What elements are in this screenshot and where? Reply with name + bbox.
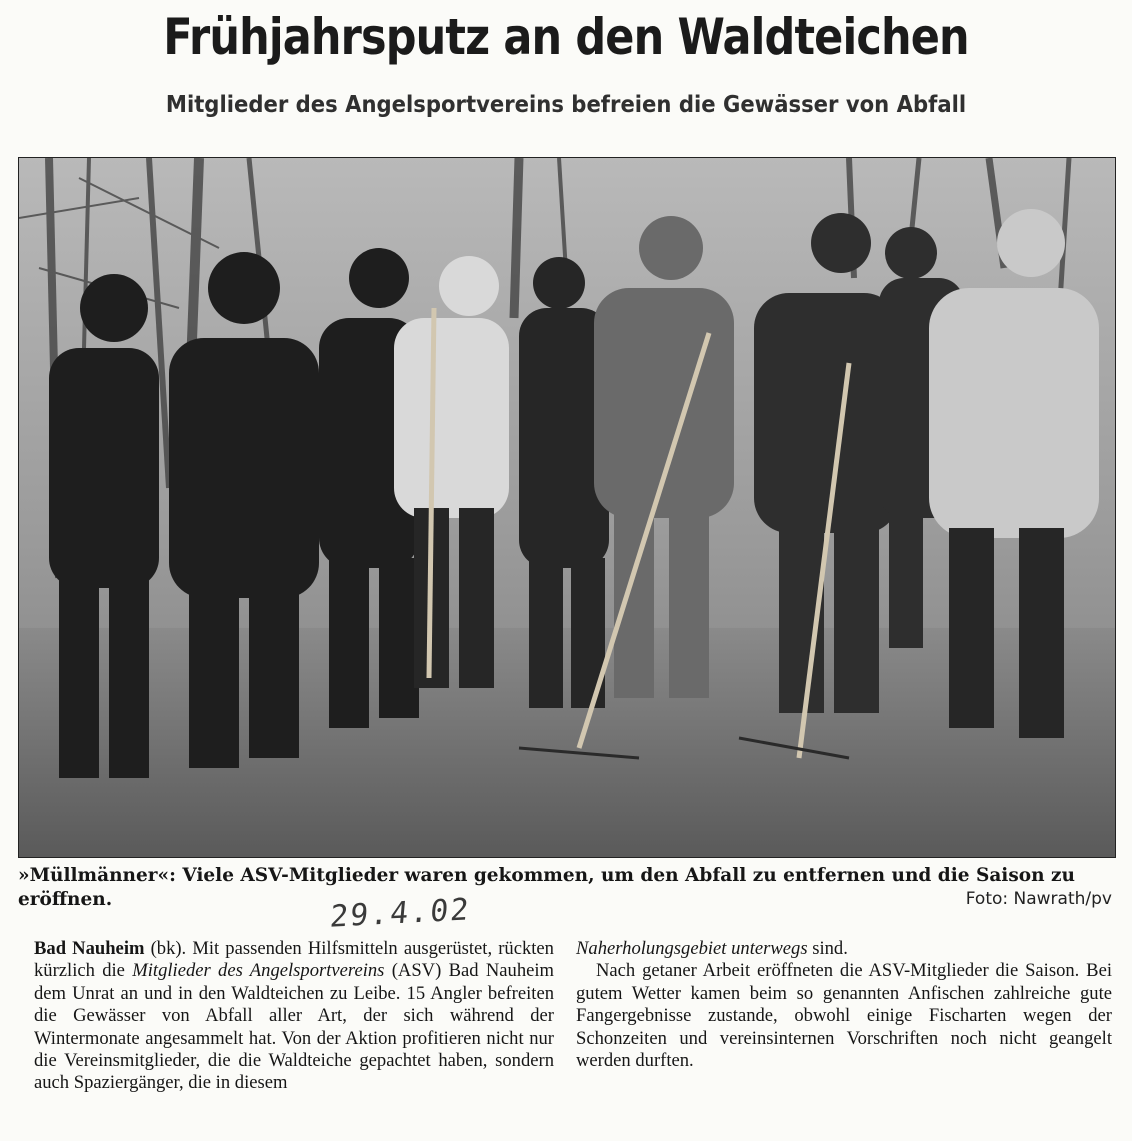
article-paragraph-2: Nach getaner Arbeit eröffneten die ASV-Mitglieder die Saison. Bei gutem Wetter kamen beim so genannten Anfischen zahlreiche gute Fangergebnisse zustande, obwohl einige Fischarten wegen der Schonzeiten und vereinsinternen Vorschriften noch nicht geangelt werden durften. — [576, 960, 1112, 1072]
photo-caption: »Müllmänner«: Viele ASV-Mitglieder waren gekommen, um den Abfall zu entfernen und die Saison zu eröffnen. — [18, 865, 1075, 910]
article-column-right — [576, 938, 1112, 1072]
headline: Frühjahrsputz an den Waldteichen — [163, 8, 969, 66]
photo-credit: Foto: Nawrath/pv — [965, 889, 1112, 909]
article-column-left — [34, 938, 554, 1095]
article-paragraph-1 — [34, 938, 554, 1095]
paragraph-1-text-a: (bk). Mit passenden Hilfsmitteln ausgerüstet, rückten kürzlich die — [34, 938, 554, 982]
paragraph-1-end: sind. — [807, 938, 848, 959]
paragraph-1-italic-a: Mitglieder des Angelsportvereins — [132, 960, 385, 982]
subheadline: Mitglieder des Angelsportvereins befreien die Gewässer von Abfall — [165, 92, 967, 118]
paragraph-1-italic-b: Naherholungsgebiet unterwegs — [576, 938, 808, 959]
article-paragraph-1-continued — [576, 938, 1112, 960]
dateline: Bad Nauheim — [34, 938, 145, 959]
group-photo — [18, 157, 1116, 858]
paragraph-1-text-b: (ASV) Bad Nauheim dem Unrat an und in den Waldteichen zu Leibe. 15 Angler befreiten die Gewässer von Abfall aller Art, der sich während der Wintermonate angesammelt hat. Von der Aktion profitieren nicht nur die Vereinsmitglieder, die die Waldteiche gepachtet haben, sondern auch Spaziergänger, die in diesem — [34, 960, 555, 1094]
handwritten-date: 29.4.02 — [328, 892, 472, 935]
group-photo-illustration — [19, 158, 1115, 857]
